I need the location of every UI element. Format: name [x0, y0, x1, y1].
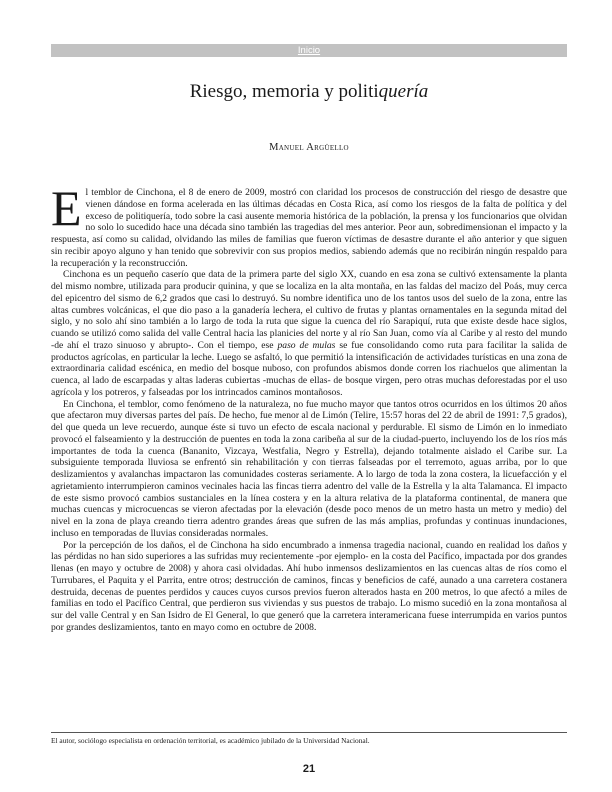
footnote-divider — [51, 732, 567, 733]
paragraph-1 — [51, 187, 567, 269]
title-italic: quería — [378, 81, 429, 102]
paragraph-2 — [51, 269, 567, 398]
paragraph-2-text-a: Cinchona es un pequeño caserío que data de la primera parte del siglo XX, cuando en esa zona se cultivó extensamente la planta del mismo nombre, utilizada para producir quinina, y que se localiza en la alta montaña, en las faldas del macizo del Poás, muy cerca del epicentro del sismo de 6,2 grados que casi lo destruyó. Su nombre identifica uno de los tantos usos del suelo de la zona, entre las altas cumbres volcánicas, el que dio paso a la ganadería lechera, el cultivo de frutas y plantas ornamentales en la segunda mitad del siglo, y no solo ahí sino también a lo largo de toda la ruta que sigue la cuenca del río Sarapiquí, ruta que existe desde hace siglos, cuando se utilizó como salida del valle Central hacia las planicies del norte y al río San Juan, como vía al Caribe y al resto del mundo -de ahí el trazo sinuoso y abrupto-. Con el tiempo, ese — [51, 269, 567, 351]
paragraph-1-text: l temblor de Cinchona, el 8 de enero de 2009, mostró con claridad los procesos de construcción del riesgo de desastre que vienen dándose en forma acelerada en las últimas décadas en Costa Rica, así como los riesgos de la falta de política y del exceso de politiquería, todo sobre la casi ausente memoria histórica de la población, la prensa y los funcionarios que olvidan no solo lo sucedido hace una década sino también las tragedias del mes anterior. Peor aun, sobredimensionan el impacto y la respuesta, así como su calidad, olvidando las miles de familias que fueron víctimas de desastre durante el año anterior y que siguen sin recibir apoyo alguno y han tenido que sobrevivir con sus propios medios, sabiendo además que no recibirán ningún respaldo para la recuperación y la reconstrucción. — [51, 187, 567, 269]
drop-cap: E — [51, 187, 82, 236]
home-link[interactable]: Inicio — [297, 45, 321, 56]
paragraph-4: Por la percepción de los daños, el de Cinchona ha sido encumbrado a inmensa tragedia nacional, cuando en realidad los daños y las pérdidas no han sido superiores a las sufridas muy recientemente -por ejemplo- en la costa del Pacífico, impactada por dos grandes llenas (en mayo y octubre de 2008) y ahora casi olvidadas. Ahí hubo inmensos deslizamientos en las cuencas altas de ríos como el Turrubares, el Paquita y el Parrita, entre otros; destrucción de caminos, fincas y beneficios de café, aunado a una carretera costanera destruida, decenas de puentes perdidos y cauces cuyos cursos previos fueron alterados hasta en 200 metros, lo que afectó a miles de familias en todo el Pacífico Central, que perdieron sus viviendas y sus puestos de trabajo. Lo mismo sucedió en la zona montañosa al sur del valle Central y en San Isidro de El General, lo que generó que la carretera interamericana fuese interrumpida en varios puntos por grandes deslizamientos, tanto en mayo como en octubre de 2008. — [51, 539, 567, 633]
paragraph-2-text-b: se fue consolidando como ruta para facilitar la salida de productos agrícolas, en particular la leche. Luego se asfaltó, lo que permitió la intensificación de actividades turísticas en una zona de extraordinaria calidad escénica, en medio del bosque nuboso, con profundos abismos donde corren los riachuelos que alimentan la cuenca, al lado de escarpadas y altas laderas cubiertas -muchas de ellas- de bosque virgen, pero otras muchas deforestadas por el uso agrícola y los potreros, y falseadas por los intrincados caminos montañosos. — [51, 339, 567, 398]
paragraph-2-emphasis: paso de mulas — [277, 339, 336, 351]
paragraph-3: En Cinchona, el temblor, como fenómeno de la naturaleza, no fue mucho mayor que tantos otros ocurridos en los últimos 20 años que afectaron muy diversas partes del país. De hecho, fue menor al de Limón (Telire, 15:57 horas del 22 de abril de 1991: 7,5 grados), del que queda un leve recuerdo, aunque éste si tuvo un efecto de escala nacional y perdurable. El sismo de Limón en lo inmediato provocó el falseamiento y la destrucción de puentes en toda la zona caribeña al sur de la ciudad-puerto, incluyendo los de los ríos más importantes de toda la cuenca (Bananito, Vizcaya, Westfalia, Negro y Estrella), dejando totalmente aislado el Caribe sur. La subsiguiente temporada lluviosa se enfrentó sin rehabilitación y con tierras falseadas por el terremoto, aguas arriba, por lo que deslizamientos y avalanchas impactaron las comunidades costeras seriamente. A lo largo de toda la zona costera, la licuefacción y el agrietamiento interrumpieron caminos vecinales hacia las fincas tierra adentro del valle de la Estrella y la alta Talamanca. El impacto de este sismo provocó cambios sustanciales en la línea costera y en la altura relativa de la plataforma continental, de manera que muchas cuencas y microcuencas se vieron afectadas por la elevación (desde poco menos de un metro hasta un metro y medio) del nivel en la zona de playa creando tierra adentro grandes áreas que sufren de las más amplias, profundas y continuas inundaciones, incluso en temporadas de lluvias consideradas normales. — [51, 398, 567, 539]
article-author: Manuel Argüello — [269, 142, 349, 153]
page-number: 21 — [302, 763, 316, 775]
article-title — [51, 80, 567, 104]
section-header-bar — [51, 44, 567, 57]
title-main: Riesgo, memoria y politi — [189, 81, 379, 102]
author-footnote: El autor, sociólogo especialista en ordenación territorial, es académico jubilado de la Universidad Nacional. — [51, 736, 370, 745]
article-body — [51, 187, 567, 695]
